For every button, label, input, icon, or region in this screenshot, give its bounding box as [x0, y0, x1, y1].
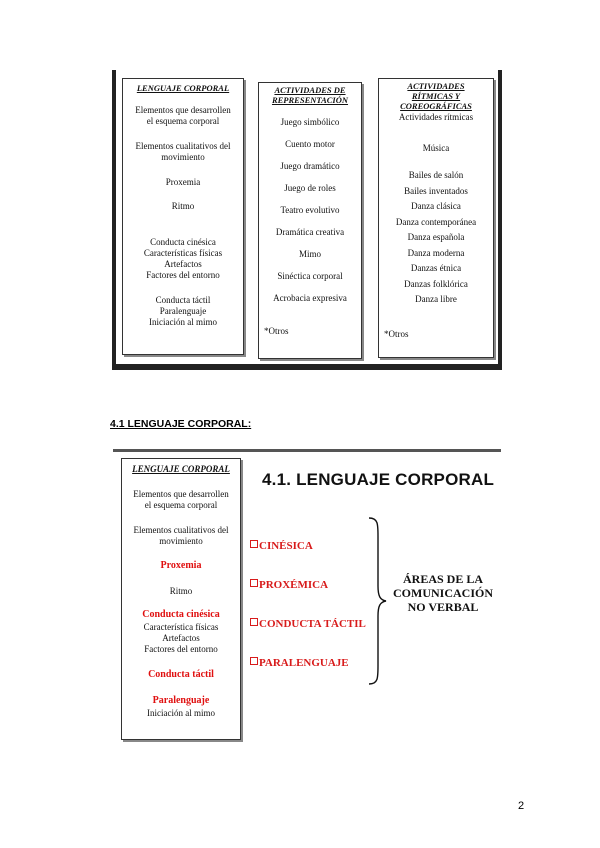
column-actividades-representacion [258, 82, 362, 359]
area-label: CONDUCTA TÁCTIL [259, 618, 366, 630]
list-item: Danza española [407, 232, 465, 242]
list-item: Acrobacia expresiva [273, 293, 347, 303]
otros-note: *Otros [384, 329, 409, 339]
area-label: CINÉSICA [259, 540, 313, 552]
list-item: Cuento motor [285, 139, 335, 149]
list-item: Artefactos [162, 633, 200, 643]
list-item: Danza clásica [411, 201, 461, 211]
list-item: Proxemia [165, 177, 201, 187]
list-item: Juego dramático [280, 161, 340, 171]
checkbox-square-icon [250, 657, 258, 665]
list-item: Factores del entorno [144, 644, 218, 654]
list-item: Características físicas [143, 248, 223, 258]
checkbox-square-icon [250, 540, 258, 548]
list-item: movimiento [161, 152, 205, 162]
list-item: Dramática creativa [275, 227, 345, 237]
box-header: LENGUAJE CORPORAL [132, 464, 230, 474]
list-item-highlighted: Conducta táctil [148, 669, 214, 680]
list-item: Teatro evolutivo [280, 205, 340, 215]
page-number: 2 [518, 800, 525, 812]
figure-title: 4.1. LENGUAJE CORPORAL [262, 470, 495, 489]
list-item: el esquema corporal [144, 500, 218, 510]
list-item: Sinéctica corporal [277, 271, 343, 281]
column-header: ACTIVIDADES DE [274, 85, 346, 95]
list-item: Bailes de salón [408, 170, 464, 180]
list-item: Paralenguaje [159, 306, 207, 316]
column-header: LENGUAJE CORPORAL [136, 83, 230, 93]
column-header: RÍTMICAS Y [411, 91, 461, 101]
areas-label-line: NO VERBAL [407, 600, 479, 614]
column-header: ACTIVIDADES [407, 81, 465, 91]
column-actividades-ritmicas [378, 78, 494, 358]
figure-top-rule [113, 449, 501, 452]
list-item: Elementos que desarrollen [133, 489, 229, 499]
list-item: Juego simbólico [280, 117, 340, 127]
area-label: PROXÉMICA [259, 579, 329, 591]
column-header: REPRESENTACIÓN [271, 95, 349, 105]
list-item: el esquema corporal [146, 116, 220, 126]
areas-label-line: COMUNICACIÓN [393, 586, 493, 600]
list-item: Característica físicas [143, 622, 219, 632]
list-item: Elementos cualitativos del [135, 141, 231, 151]
list-item: Actividades rítmicas [398, 112, 474, 122]
otros-note: *Otros [264, 326, 289, 336]
area-item [250, 579, 328, 591]
frame-right-border [498, 70, 502, 370]
list-item: Factores del entorno [146, 270, 220, 280]
list-item: Conducta táctil [155, 295, 211, 305]
list-item: Danza libre [415, 294, 457, 304]
list-item: movimiento [159, 536, 203, 546]
list-item: Conducta cinésica [150, 237, 216, 247]
list-item: Bailes inventados [404, 186, 468, 196]
column-header: COREOGRÁFICAS [400, 101, 472, 111]
list-item: Música [422, 143, 450, 153]
list-item: Ritmo [169, 586, 193, 596]
list-item: Danzas étnica [410, 263, 462, 273]
frame-left-border [112, 70, 116, 370]
list-item: Juego de roles [284, 183, 336, 193]
list-item: Danza moderna [407, 248, 465, 258]
list-item-highlighted: Paralenguaje [152, 695, 210, 706]
areas-label-line: ÁREAS DE LA [402, 572, 483, 586]
list-item: Elementos que desarrollen [135, 105, 231, 115]
figure-activities-table [112, 70, 502, 370]
lenguaje-corporal-box [121, 458, 241, 740]
list-item: Mimo [298, 249, 321, 259]
area-label: PARALENGUAJE [259, 657, 349, 669]
area-item [250, 618, 366, 630]
frame-bottom-border [112, 364, 502, 370]
checkbox-square-icon [250, 618, 258, 626]
section-heading: 4.1 LENGUAJE CORPORAL: [110, 418, 252, 430]
list-item: Iniciación al mimo [149, 317, 217, 327]
list-item: Danzas folklórica [404, 279, 468, 289]
list-item-highlighted: Proxemia [160, 560, 202, 571]
list-item: Ritmo [171, 201, 195, 211]
list-item: Artefactos [164, 259, 202, 269]
checkbox-square-icon [250, 579, 258, 587]
list-item: Danza contemporánea [395, 217, 477, 227]
list-item-highlighted: Conducta cinésica [142, 609, 220, 620]
areas-comunicacion-label [384, 572, 502, 614]
area-item [250, 657, 349, 669]
list-item: Iniciación al mimo [147, 708, 215, 718]
column-lenguaje-corporal [122, 78, 244, 355]
area-item [250, 540, 313, 552]
list-item: Elementos cualitativos del [133, 525, 229, 535]
